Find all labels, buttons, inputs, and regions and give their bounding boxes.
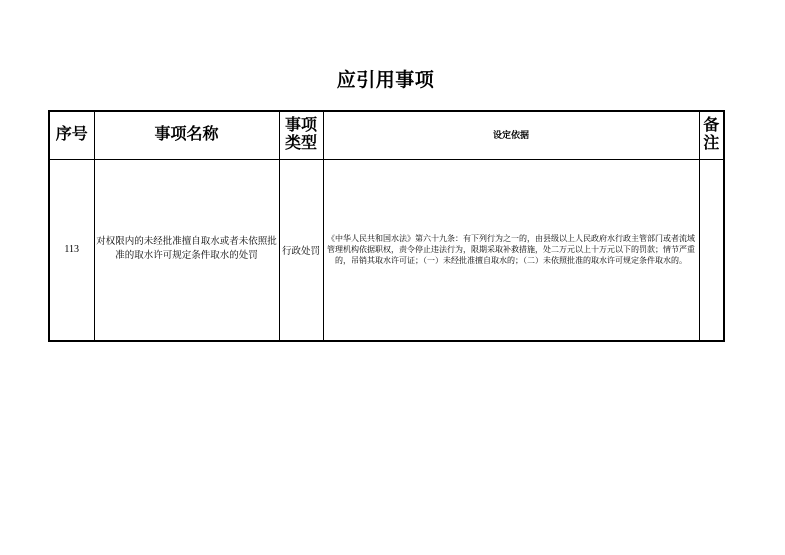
cell-setting-basis: 《中华人民共和国水法》第六十九条：有下列行为之一的，由县级以上人民政府水行政主管部门或者流域管理机构依据职权，责令停止违法行为，限期采取补救措施，处二万元以上十万元以下的罚款；情节严重的，吊销其取水许可证；（一）未经批准擅自取水的；（二）未依照批准的取水许可规定条件取水的。 [323, 159, 699, 341]
cell-item-name: 对权限内的未经批准擅自取水或者未依照批准的取水许可规定条件取水的处罚 [94, 159, 279, 341]
column-header-serial: 序号 [49, 111, 94, 159]
column-header-basis: 设定依据 [323, 111, 699, 159]
table-row [49, 159, 724, 341]
table-body [49, 159, 724, 341]
column-header-type: 事项类型 [279, 111, 323, 159]
column-header-name: 事项名称 [94, 111, 279, 159]
cell-remark [699, 159, 724, 341]
table-header [49, 111, 724, 159]
items-table [48, 110, 725, 342]
header-row [49, 111, 724, 159]
cell-serial-number: 113 [49, 159, 94, 341]
column-header-remark: 备注 [699, 111, 724, 159]
page-title: 应引用事项 [336, 70, 435, 91]
cell-item-type: 行政处罚 [279, 159, 323, 341]
